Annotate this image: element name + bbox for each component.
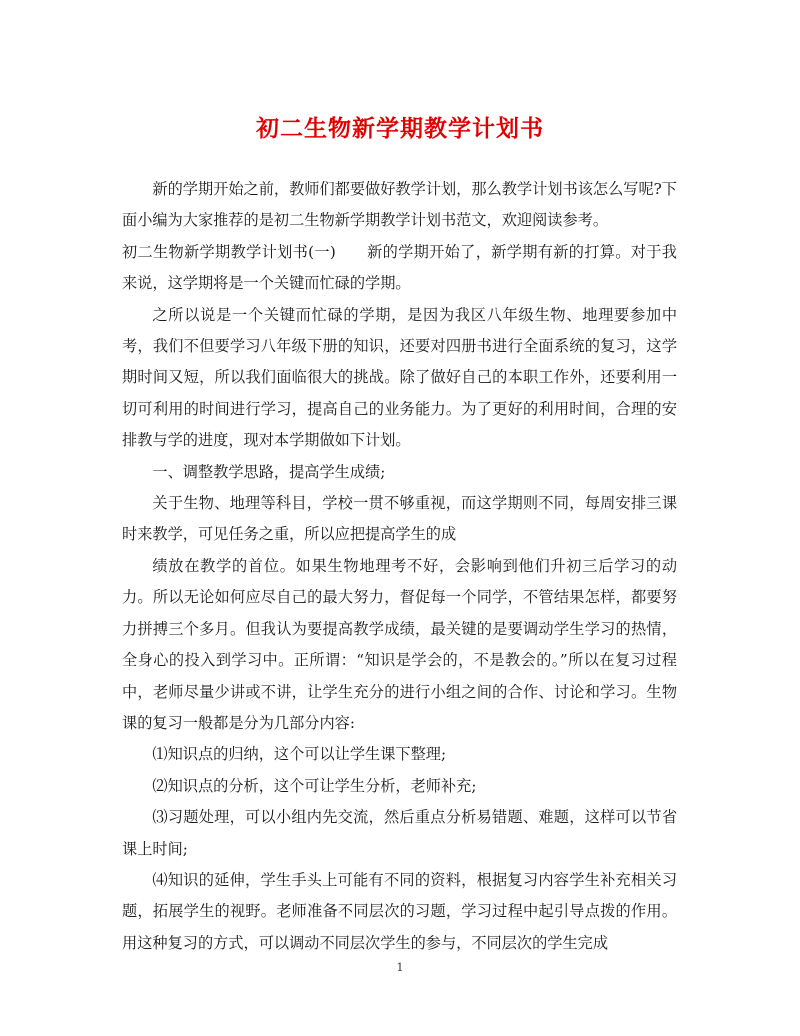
document-title: 初二生物新学期教学计划书 bbox=[256, 115, 544, 142]
paragraph-scores: 绩放在教学的首位。如果生物地理考不好，会影响到他们升初三后学习的动力。所以无论如何应尽自己的最大努力，督促每一个同学，不管结果怎样，都要努力拼搏三个多月。但我认为要提高教学成绩，最关键的是要调动学生学习的热情，全身心的投入到学习中。正所谓：“知识是学会的，不是教会的。”所以在复习过程中，老师尽量少讲或不讲，让学生充分的进行小组之间的合作、讨论和学习。生物课的复习一般都是分为几部分内容: bbox=[122, 556, 677, 732]
section-heading-1: 一、调整教学思路，提高学生成绩; bbox=[152, 462, 386, 481]
list-item-2: ⑵知识点的分析，这个可让学生分析，老师补充; bbox=[152, 776, 477, 795]
paragraph-intro: 新的学期开始之前，教师们都要做好教学计划，那么教学计划书该怎么写呢?下面小编为大家推荐的是初二生物新学期教学计划书范文，欢迎阅读参考。 bbox=[122, 180, 677, 230]
list-item-1: ⑴知识点的归纳，这个可以让学生课下整理; bbox=[152, 745, 447, 764]
paragraph-reason: 之所以说是一个关键而忙碌的学期，是因为我区八年级生物、地理要参加中考，我们不但要学习八年级下册的知识，还要对四册书进行全面系统的复习，这学期时间又短，所以我们面临很大的挑战。除了做好自己的本职工作外，还要利用一切可利用的时间进行学习，提高自己的业务能力。为了更好的利用时间，合理的安排教与学的进度，现对本学期做如下计划。 bbox=[122, 305, 677, 450]
list-item-3: ⑶习题处理，可以小组内先交流，然后重点分析易错题、难题，这样可以节省课上时间; bbox=[122, 808, 677, 858]
list-item-4: ⑷知识的延伸，学生手头上可能有不同的资料，根据复习内容学生补充相关习题，拓展学生的视野。老师准备不同层次的习题，学习过程中起引导点拨的作用。用这种复习的方式，可以调动不同层次学生的参与，不同层次的学生完成 bbox=[122, 870, 677, 952]
paragraph-plan-heading: 初二生物新学期教学计划书(一) 新的学期开始了，新学期有新的打算。对于我来说，这学期将是一个关键而忙碌的学期。 bbox=[122, 242, 677, 293]
page-number: 1 bbox=[396, 961, 404, 974]
paragraph-subjects: 关于生物、地理等科目，学校一贯不够重视，而这学期则不同，每周安排三课时来教学，可见任务之重，所以应把提高学生的成 bbox=[122, 494, 677, 544]
document-body bbox=[122, 174, 677, 959]
